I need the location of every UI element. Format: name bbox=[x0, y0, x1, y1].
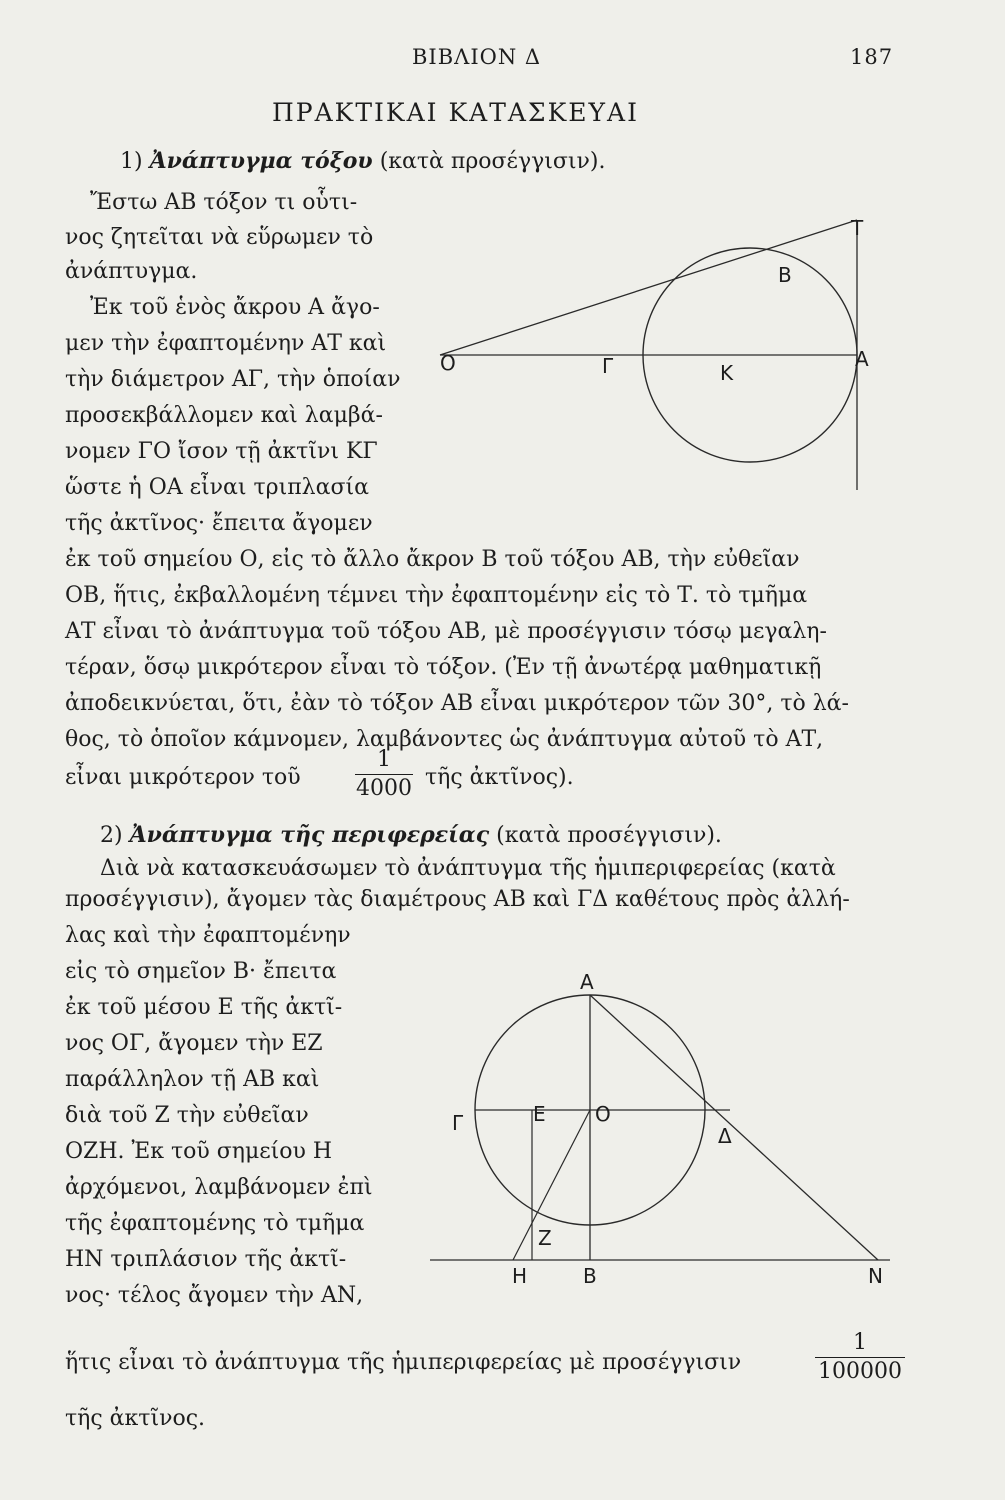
s1-line: μεν τὴν ἐφαπτομένην ΑΤ καὶ bbox=[65, 331, 387, 356]
page-number: 187 bbox=[850, 45, 894, 69]
section1-qualifier: (κατὰ προσέγγισιν). bbox=[379, 149, 606, 174]
section2-qualifier: (κατὰ προσέγγισιν). bbox=[496, 823, 722, 848]
s2-line: ΗΝ τριπλάσιον τῆς ἀκτῖ- bbox=[65, 1247, 347, 1272]
label-A: Α bbox=[580, 970, 594, 994]
fraction-1-100000 bbox=[815, 1330, 905, 1385]
s1-line: νομεν ΓΟ ἴσον τῇ ἀκτῖνι ΚΓ bbox=[65, 439, 378, 464]
line-OT bbox=[440, 220, 857, 355]
running-header: ΒΙΒΛΙΟΝ Δ bbox=[412, 45, 542, 69]
fraction-numerator: 1 bbox=[377, 747, 391, 772]
s1-line-end: τῆς ἀκτῖνος). bbox=[425, 765, 574, 790]
s2-line: νος· τέλος ἄγομεν τὴν ΑΝ, bbox=[65, 1283, 364, 1308]
section2-heading bbox=[100, 822, 722, 849]
s1-line: τέραν, ὅσῳ μικρότερον εἶναι τὸ τόξον. (Ἐν τῇ ἀνωτέρᾳ μαθηματικῇ bbox=[65, 655, 822, 680]
s1-line: Ἔστω ΑΒ τόξον τι οὗτι- bbox=[90, 190, 358, 215]
label-G: Γ bbox=[452, 1111, 464, 1135]
section1-heading bbox=[120, 148, 605, 175]
label-E: Ε bbox=[533, 1102, 546, 1126]
s2-line: προσέγγισιν), ἄγομεν τὰς διαμέτρους ΑΒ καὶ ΓΔ καθέτους πρὸς ἀλλή- bbox=[65, 887, 850, 912]
s1-line: θος, τὸ ὁποῖον κάμνομεν, λαμβάνοντες ὡς ἀνάπτυγμα αὐτοῦ τὸ ΑΤ, bbox=[65, 727, 824, 752]
section2-number: 2) bbox=[100, 823, 123, 848]
s1-line: προσεκβάλλομεν καὶ λαμβά- bbox=[65, 403, 383, 428]
s1-line: ὥστε ἡ ΟΑ εἶναι τριπλασία bbox=[65, 475, 369, 500]
page-title: ΠΡΑΚΤΙΚΑΙ ΚΑΤΑΣΚΕΥΑΙ bbox=[272, 98, 639, 127]
s2-line: εἰς τὸ σημεῖον Β· ἔπειτα bbox=[65, 959, 337, 984]
s1-line: τὴν διάμετρον ΑΓ, τὴν ὁποίαν bbox=[65, 367, 401, 392]
label-T: Τ bbox=[851, 216, 864, 240]
section1-number: 1) bbox=[120, 149, 143, 174]
label-D: Δ bbox=[718, 1124, 732, 1148]
s2-line: διὰ τοῦ Ζ τὴν εὐθεῖαν bbox=[65, 1103, 309, 1128]
fraction-denominator: 4000 bbox=[356, 776, 412, 801]
s2-line: ΟΖΗ. Ἐκ τοῦ σημείου Η bbox=[65, 1139, 333, 1164]
s2-line: παράλληλον τῇ ΑΒ καὶ bbox=[65, 1067, 320, 1092]
s2-line: ἀρχόμενοι, λαμβάνομεν ἐπὶ bbox=[65, 1175, 373, 1200]
s2-line-start: ἥτις εἶναι τὸ ἀνάπτυγμα τῆς ἡμιπεριφερείας μὲ προσέγγισιν bbox=[65, 1350, 742, 1375]
label-A: Α bbox=[855, 347, 869, 371]
fraction-1-4000 bbox=[355, 747, 413, 802]
label-H: Η bbox=[512, 1264, 528, 1288]
label-G: Γ bbox=[602, 354, 614, 378]
label-B: Β bbox=[583, 1264, 597, 1288]
section2-title: Ἀνάπτυγμα τῆς περιφερείας bbox=[129, 822, 490, 848]
fraction-denominator: 100000 bbox=[818, 1359, 902, 1384]
s2-line: λας καὶ τὴν ἐφαπτομένην bbox=[65, 923, 351, 948]
s1-line: νος ζητεῖται νὰ εὕρωμεν τὸ bbox=[65, 225, 374, 250]
s1-line: ἐκ τοῦ σημείου Ο, εἰς τὸ ἄλλο ἄκρον Β τοῦ τόξου ΑΒ, τὴν εὐθεῖαν bbox=[65, 547, 800, 572]
s2-line: τῆς ἐφαπτομένης τὸ τμῆμα bbox=[65, 1211, 365, 1236]
s2-line: νος ΟΓ, ἄγομεν τὴν ΕΖ bbox=[65, 1031, 323, 1056]
figure-arc-development bbox=[430, 200, 869, 500]
s1-line: ΑΤ εἶναι τὸ ἀνάπτυγμα τοῦ τόξου ΑΒ, μὲ προσέγγισιν τόσῳ μεγαλη- bbox=[65, 619, 827, 644]
label-O: Ο bbox=[440, 351, 456, 375]
label-B: Β bbox=[778, 263, 792, 287]
section1-title: Ἀνάπτυγμα τόξου bbox=[149, 148, 373, 174]
s1-line-start: εἶναι μικρότερον τοῦ bbox=[65, 765, 301, 790]
s1-line: ἀποδεικνύεται, ὅτι, ἐὰν τὸ τόξον ΑΒ εἶναι μικρότερον τῶν 30°, τὸ λά- bbox=[65, 691, 849, 716]
s1-line: Ἐκ τοῦ ἑνὸς ἄκρου Α ἄγο- bbox=[90, 295, 380, 320]
label-O: Ο bbox=[595, 1102, 611, 1126]
fraction-bar bbox=[815, 1357, 905, 1358]
label-N: Ν bbox=[868, 1264, 883, 1288]
fraction-numerator: 1 bbox=[853, 1330, 867, 1355]
s2-final-line: τῆς ἀκτῖνος. bbox=[65, 1406, 206, 1431]
label-Z: Ζ bbox=[538, 1226, 552, 1250]
s1-line: ἀνάπτυγμα. bbox=[65, 259, 198, 284]
s2-line: ἐκ τοῦ μέσου Ε τῆς ἀκτῖ- bbox=[65, 995, 343, 1020]
label-K: Κ bbox=[720, 361, 734, 385]
figure-circumference-development bbox=[430, 970, 920, 1315]
line-AN bbox=[590, 995, 878, 1260]
s1-line: ΟΒ, ἥτις, ἐκβαλλομένη τέμνει τὴν ἐφαπτομένην εἰς τὸ Τ. τὸ τμῆμα bbox=[65, 583, 808, 608]
s2-line: Διὰ νὰ κατασκευάσωμεν τὸ ἀνάπτυγμα τῆς ἡμιπεριφερείας (κατὰ bbox=[100, 856, 836, 881]
s1-line: τῆς ἀκτῖνος· ἔπειτα ἄγομεν bbox=[65, 511, 373, 536]
fraction-bar bbox=[355, 774, 413, 775]
